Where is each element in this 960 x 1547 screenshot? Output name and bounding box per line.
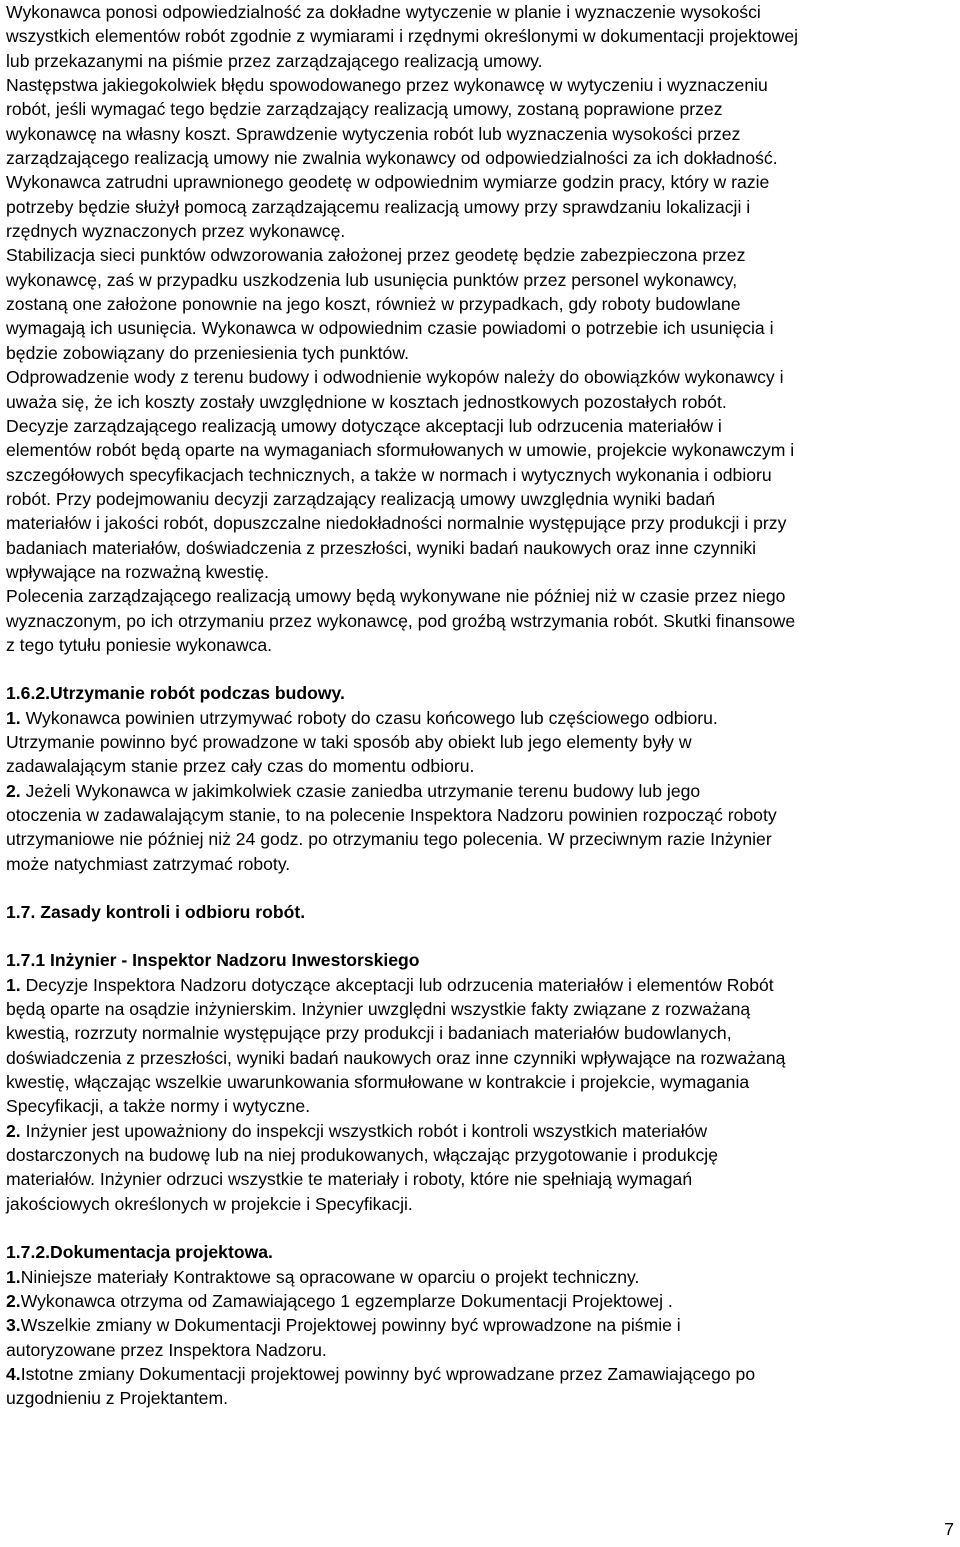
item-number: 2. (6, 1120, 21, 1141)
intro-paragraph-4: Stabilizacja sieci punktów odwzorowania założonej przez geodetę będzie zabezpieczona przez wykonawcę, zaś w przypadku uszkodzenia lub usunięcia punktów przez personel wykonawcy, zostaną one założone ponownie na jego koszt, również w przypadkach, gdy roboty budowlane wymagają ich usunięcia. Wykonawca w odpowiednim czasie powiadomi o potrzebie ich usunięcia i będzie zobowiązany do przeniesienia tych punktów. (6, 245, 774, 363)
list-item (6, 1119, 950, 1216)
spacer (6, 1216, 950, 1240)
item-text: Jeżeli Wykonawca w jakimkolwiek czasie zaniedba utrzymanie terenu budowy lub jego otoczenia w zadawalającym stanie, to na polecenie Inspektora Nadzoru powinien rozpocząć roboty utrzymaniowe nie później niż 24 godz. po otrzymaniu tego polecenia. W przeciwnym razie Inżynier może natychmiast zatrzymać roboty. (6, 780, 777, 874)
list-item (6, 1362, 950, 1411)
list-item (6, 973, 950, 1119)
section-heading-1-7-1: 1.7.1 Inżynier - Inspektor Nadzoru Inwestorskiego (6, 950, 420, 971)
spacer (6, 876, 950, 900)
item-number: 1. (6, 974, 21, 995)
list-item (6, 779, 950, 876)
spacer (6, 924, 950, 948)
item-number: 3. (6, 1315, 21, 1336)
section-heading-1-7: 1.7. Zasady kontroli i odbioru robót. (6, 902, 306, 923)
item-number: 2. (6, 1290, 21, 1311)
item-number: 4. (6, 1363, 21, 1384)
item-text: Decyzje Inspektora Nadzoru dotyczące akceptacji lub odrzucenia materiałów i elementów Robót będą oparte na osądzie inżynierskim. Inżynier uwzględni wszystkie fakty związane z rozważaną kwestią, rozrzuty normalnie występujące przy produkcji i badaniach materiałów budowlanych, doświadczenia z przeszłości, wyniki badań naukowych oraz inne czynniki wpływające na rozważaną kwestię, włączając wszelkie uwarunkowania sformułowane w kontrakcie i projekcie, wymagania Specyfikacji, a także normy i wytyczne. (6, 974, 786, 1117)
list-item (6, 1313, 950, 1362)
intro-paragraph-1: Wykonawca ponosi odpowiedzialność za dokładne wytyczenie w planie i wyznaczenie wysokości wszystkich elementów robót zgodnie z wymiarami i rzędnymi określonymi w dokumentacji projektowej lub przekazanymi na piśmie przez zarządzającego realizacją umowy. (6, 2, 799, 71)
list-item (6, 1265, 950, 1289)
item-text: Istotne zmiany Dokumentacji projektowej powinny być wprowadzane przez Zamawiającego po uzgodnieniu z Projektantem. (6, 1363, 756, 1409)
intro-paragraph-3: Wykonawca zatrudni uprawnionego geodetę w odpowiednim wymiarze godzin pracy, który w razie potrzeby będzie służył pomocą zarządzającemu realizacją umowy przy sprawdzaniu lokalizacji i rzędnych wyznaczonych przez wykonawcę. (6, 172, 770, 242)
intro-paragraph-2: Następstwa jakiegokolwiek błędu spowodowanego przez wykonawcę w wytyczeniu i wyznaczeniu robót, jeśli wymagać tego będzie zarządzający realizacją umowy, zostaną poprawione przez wykonawcę na własny koszt. Sprawdzenie wytyczenia robót lub wyznaczenia wysokości przez zarządzającego realizacją umowy nie zwalnia wykonawcy od odpowiedzialności za ich dokładność. (6, 75, 778, 169)
document-body (6, 0, 950, 1411)
section-heading-1-6-2: 1.6.2.Utrzymanie robót podczas budowy. (6, 683, 345, 704)
intro-paragraph-6: Decyzje zarządzającego realizacją umowy dotyczące akceptacji lub odrzucenia materiałów i elementów robót będą oparte na wymaganiach sformułowanych w umowie, projekcie wykonawczym i szczegółowych specyfikacjach technicznych, a także w normach i wytycznych wykonania i odbioru robót. Przy podejmowaniu decyzji zarządzający realizacją umowy uwzględnia wyniki badań materiałów i jakości robót, dopuszczalne niedokładności normalnie występujące przy produkcji i przy badaniach materiałów, doświadczenia z przeszłości, wyniki badań naukowych oraz inne czynniki wpływające na rozważną kwestię. (6, 415, 795, 582)
item-number: 1. (6, 707, 21, 728)
item-text: Wykonawca otrzyma od Zamawiającego 1 egzemplarze Dokumentacji Projektowej . (20, 1290, 673, 1311)
item-text: Wykonawca powinien utrzymywać roboty do czasu końcowego lub częściowego odbioru. Utrzymanie powinno być prowadzone w taki sposób aby obiekt lub jego elementy były w zadawalającym stanie przez cały czas do momentu odbioru. (6, 707, 718, 777)
intro-paragraph-5: Odprowadzenie wody z terenu budowy i odwodnienie wykopów należy do obowiązków wykonawcy i uważa się, że ich koszty zostały uwzględnione w kosztach jednostkowych pozostałych robót. (6, 367, 784, 412)
item-number: 2. (6, 780, 21, 801)
list-item (6, 706, 950, 779)
intro-paragraph-7: Polecenia zarządzającego realizacją umowy będą wykonywane nie później niż w czasie przez niego wyznaczonym, po ich otrzymaniu przez wykonawcę, pod groźbą wstrzymania robót. Skutki finansowe z tego tytułu poniesie wykonawca. (6, 586, 796, 655)
item-text: Inżynier jest upoważniony do inspekcji wszystkich robót i kontroli wszystkich materiałów dostarczonych na budowę lub na niej produkowanych, włączając przygotowanie i produkcję materiałów. Inżynier odrzuci wszystkie te materiały i roboty, które nie spełniają wymagań jakościowych określonych w projekcie i Specyfikacji. (6, 1120, 718, 1214)
item-text: Wszelkie zmiany w Dokumentacji Projektowej powinny być wprowadzone na piśmie i autoryzowane przez Inspektora Nadzoru. (6, 1315, 681, 1360)
item-text: Niniejsze materiały Kontraktowe są opracowane w oparciu o projekt techniczny. (20, 1266, 640, 1287)
item-number: 1. (6, 1266, 21, 1287)
page-number: 7 (944, 1519, 954, 1539)
list-item (6, 1289, 950, 1313)
section-heading-1-7-2: 1.7.2.Dokumentacja projektowa. (6, 1242, 273, 1263)
spacer (6, 657, 950, 681)
